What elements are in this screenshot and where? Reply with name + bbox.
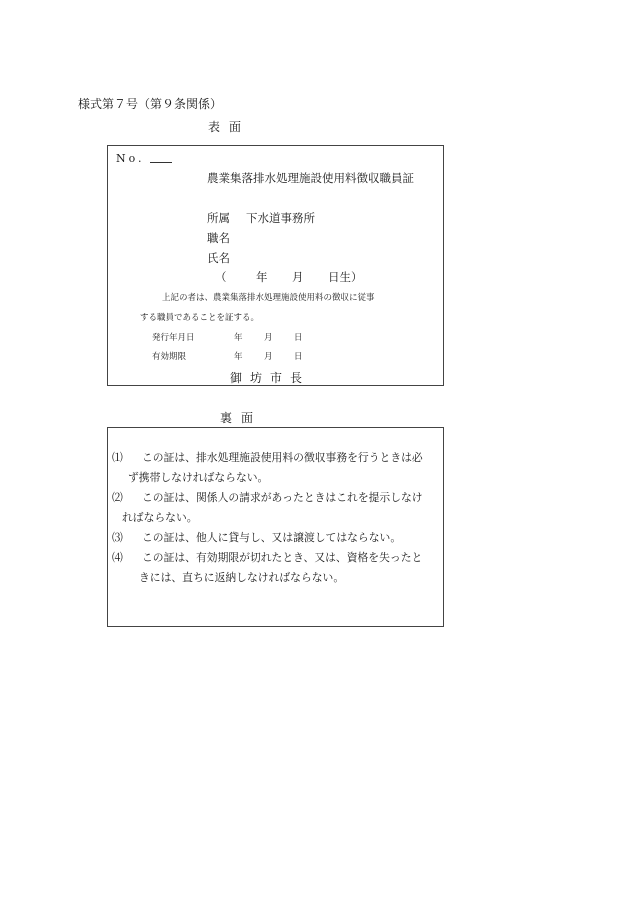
expiry-date-label: 有効期限 xyxy=(152,352,187,362)
back-side-heading: 裏面 xyxy=(220,411,263,425)
note-text-line2: きには、直ちに返納しなければならない。 xyxy=(139,571,345,584)
note-number: ⑶ xyxy=(112,531,123,544)
name-label: 氏名 xyxy=(207,251,230,265)
issue-date-month: 月 xyxy=(264,333,273,343)
expiry-date-day: 日 xyxy=(294,352,303,362)
card-number-label: No. xyxy=(116,152,145,165)
note-text-line2: ず携帯しなければならない。 xyxy=(128,471,269,484)
note-text-line2: ればならない。 xyxy=(122,511,198,524)
birthdate-open-paren: （ xyxy=(215,270,227,284)
note-number: ⑵ xyxy=(112,491,123,504)
affiliation-value: 下水道事務所 xyxy=(246,211,315,225)
note-number: ⑴ xyxy=(112,451,123,464)
note-text-line1: この証は、有効期限が切れたとき、又は、資格を失ったと xyxy=(142,551,423,564)
birthdate-year-label: 年 xyxy=(256,270,268,284)
expiry-date-year: 年 xyxy=(234,352,243,362)
birthdate-month-label: 月 xyxy=(292,270,304,284)
certification-text-line2: する職員であることを証する。 xyxy=(140,313,260,323)
note-text-line1: この証は、他人に貸与し、又は譲渡してはならない。 xyxy=(142,531,402,544)
id-card-back xyxy=(107,427,444,627)
issue-date-label: 発行年月日 xyxy=(152,333,195,343)
note-number: ⑷ xyxy=(112,551,123,564)
expiry-date-month: 月 xyxy=(264,352,273,362)
card-title: 農業集落排水処理施設使用料徴収職員証 xyxy=(207,171,414,185)
issue-date-day: 日 xyxy=(294,333,303,343)
affiliation-label: 所属 xyxy=(207,211,230,225)
issue-date-year: 年 xyxy=(234,333,243,343)
note-text-line1: この証は、関係人の請求があったときはこれを提示しなけ xyxy=(142,491,423,504)
id-card-front xyxy=(107,145,444,386)
birthdate-day-label: 日生） xyxy=(328,270,363,284)
certification-text-line1: 上記の者は、農業集落排水処理施設使用料の徴収に従事 xyxy=(162,293,375,303)
issuer-name: 御坊市長 xyxy=(230,371,311,385)
post-label: 職名 xyxy=(207,231,230,245)
card-number-blank xyxy=(150,162,172,163)
front-side-heading: 表面 xyxy=(208,120,251,134)
note-text-line1: この証は、排水処理施設使用料の徴収事務を行うときは必 xyxy=(142,451,423,464)
form-number: 様式第７号（第９条関係） xyxy=(78,97,223,111)
